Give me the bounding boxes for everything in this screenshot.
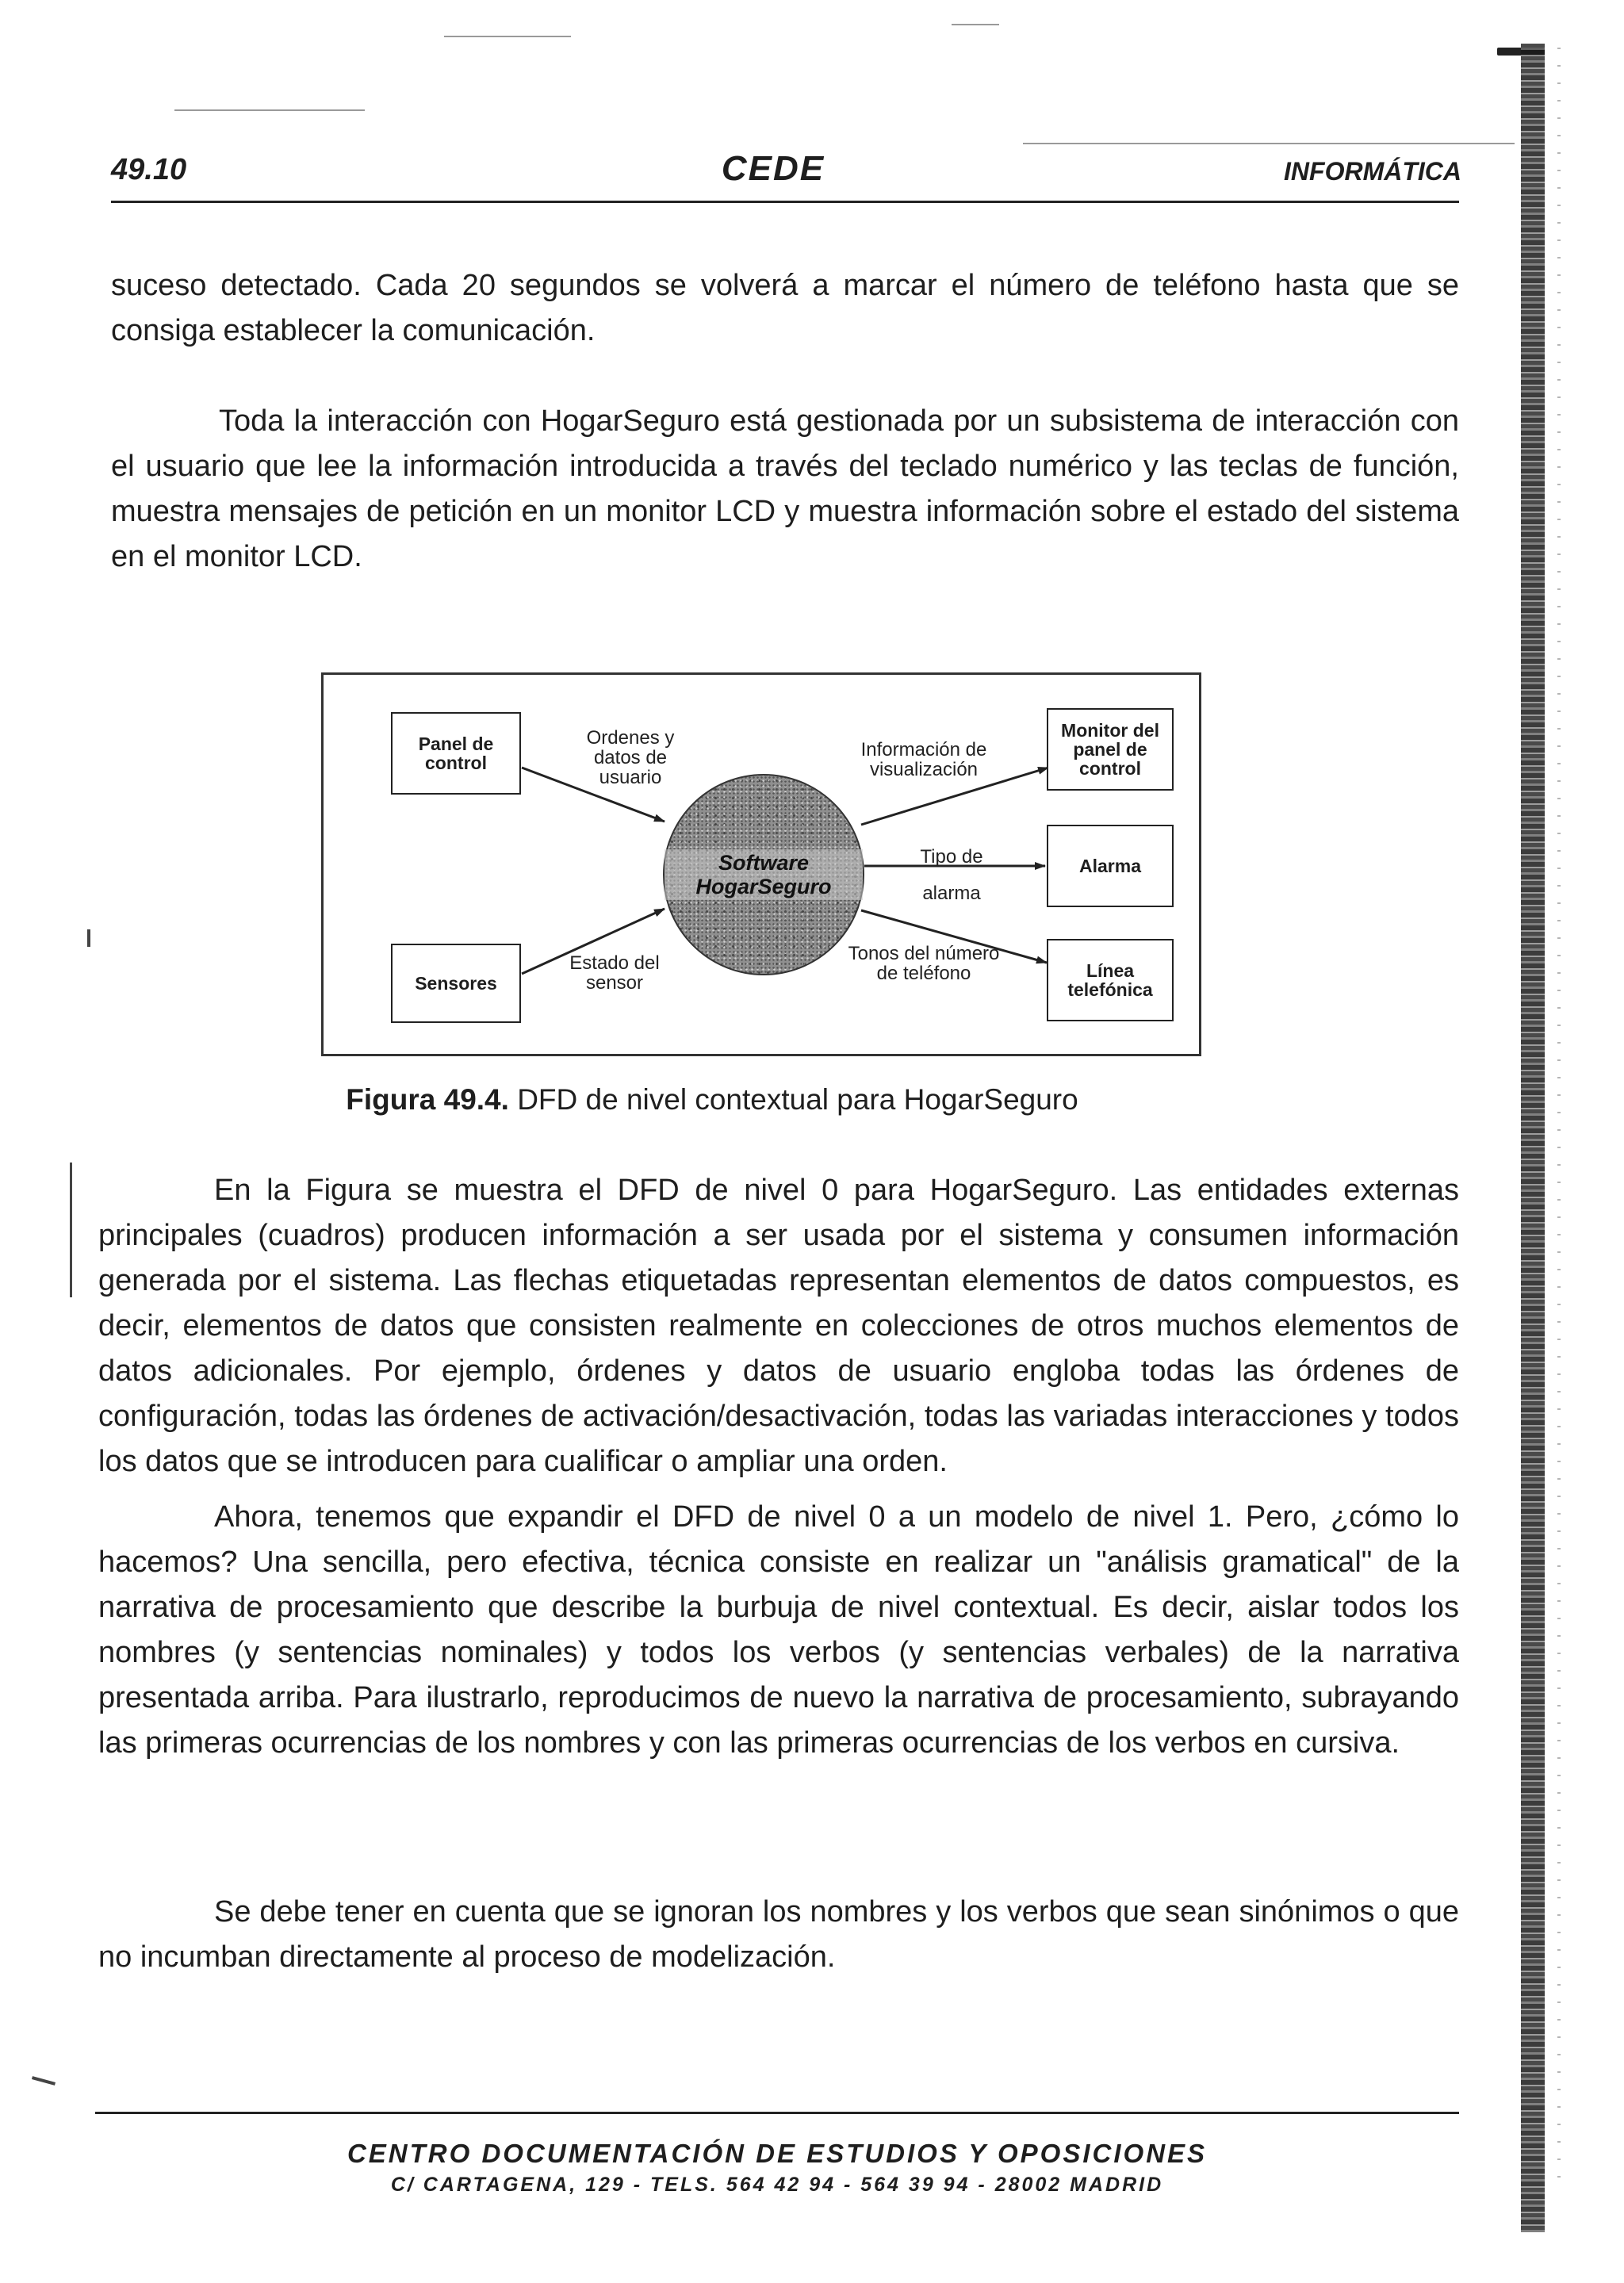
- paragraph: Toda la interacción con HogarSeguro está gestionada por un subsistema de interacción con el usuario que lee la información introducida a través del teclado numérico y las teclas de función, muestra mensajes de petición en un monitor LCD y muestra información sobre el estado del sistema en el monitor LCD.: [111, 404, 1459, 573]
- entity-monitor: Monitor del panel de control: [1047, 708, 1174, 791]
- margin-mark: [87, 929, 90, 947]
- footer-address: C/ CARTAGENA, 129 - TELS. 564 42 94 - 564 39 94 - 28002 MADRID: [390, 2174, 1164, 2196]
- flow-label: Tipo de alarma: [920, 846, 983, 904]
- flow-label: Estado del sensor: [569, 952, 660, 994]
- paragraph: suceso detectado. Cada 20 segundos se volverá a marcar el número de teléfono hasta que se consiga establecer la comunicación.: [111, 269, 1459, 347]
- paragraph: En la Figura se muestra el DFD de nivel 0 para HogarSeguro. Las entidades externas principales (cuadros) producen información a ser usada por el sistema y consumen información generada por el sistema. Las flechas etiquetadas representan elementos de datos compuestos, es decir, elementos de datos que consisten realmente en colecciones de otros muchos elementos de datos adicionales. Por ejemplo, órdenes y datos de usuario engloba todas las órdenes de configuración, todas las órdenes de activación/desactivación, todas las variadas interacciones y todos los datos que se introducen para cualificar o ampliar una orden.: [98, 1174, 1459, 1478]
- figure-caption-number: Figura 49.4.: [346, 1083, 509, 1116]
- entity-sensores: Sensores: [391, 944, 521, 1023]
- paragraph: Se debe tener en cuenta que se ignoran los nombres y los verbos que sean sinónimos o que no incumban directamente al proceso de modelización.: [98, 1895, 1459, 1974]
- page-number: 49.10: [111, 153, 187, 186]
- footer-rule: [95, 2112, 1459, 2114]
- flow-label: Información de visualización: [860, 739, 987, 780]
- figure-caption-text: DFD de nivel contextual para HogarSeguro: [508, 1083, 1078, 1116]
- publisher-logo: CEDE: [721, 149, 825, 188]
- entity-alarma: Alarma: [1047, 825, 1174, 907]
- footer-publisher: CENTRO DOCUMENTACIÓN DE ESTUDIOS Y OPOSICIONES: [347, 2139, 1208, 2168]
- flow-label: Ordenes y datos de usuario: [586, 727, 675, 788]
- flow-label: Tonos del número de teléfono: [848, 943, 1000, 984]
- paragraph: Ahora, tenemos que expandir el DFD de nivel 0 a un modelo de nivel 1. Pero, ¿cómo lo hacemos? Una sencilla, pero efectiva, técnica consiste en realizar un "análisis gramatical" de la narrativa de procesamiento que describe la burbuja de nivel contextual. Es decir, aislar todos los nombres (y sentencias nominales) y todos los verbos (y sentencias verbales) de la narrativa presentada arriba. Para ilustrarlo, reproducimos de nuevo la narrativa de procesamiento, subrayando las primeras ocurrencias de los nombres y con las primeras ocurrencias de los verbos en cursiva.: [98, 1500, 1459, 1760]
- figure-caption: [0, 1083, 1524, 1117]
- process-bubble: [663, 774, 864, 975]
- entity-panel-de-control: Panel de control: [391, 712, 521, 795]
- process-label: Software HogarSeguro: [665, 849, 863, 900]
- entity-linea-telefonica: Línea telefónica: [1047, 939, 1174, 1021]
- section-title: INFORMÁTICA: [1284, 157, 1461, 186]
- margin-mark: [70, 1163, 72, 1297]
